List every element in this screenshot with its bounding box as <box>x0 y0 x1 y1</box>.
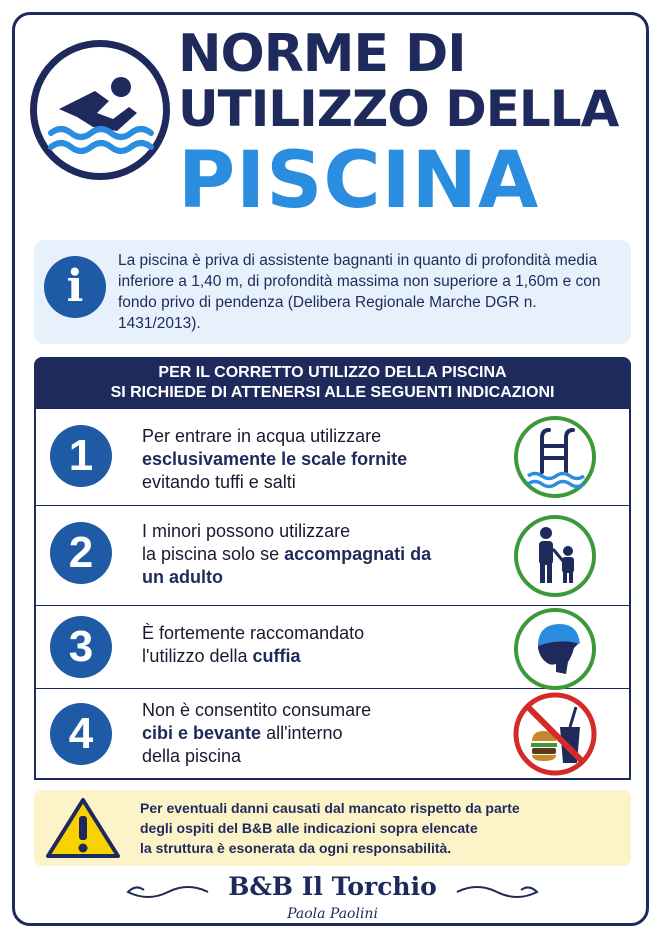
warning-icon <box>44 796 122 860</box>
rule-number: 2 <box>50 522 112 584</box>
title-line-1: NORME DI <box>178 24 466 84</box>
rule-text <box>142 520 442 589</box>
rule-number: 1 <box>50 425 112 487</box>
footer-name: B&B Il Torchio <box>228 872 437 901</box>
swimmer-logo <box>30 40 170 180</box>
rule-text-highlight: cuffia <box>252 646 301 666</box>
rules-header-line-1: PER IL CORRETTO UTILIZZO DELLA PISCINA <box>158 364 507 381</box>
info-text: La piscina è priva di assistente bagnanti in quanto di profondità media inferiore a 1,40 m, di profondità massima non superiore a 1,60m e con fondo privo di pendenza (Delibera Regionale Marche DGR n. 1431/2013). <box>118 252 601 332</box>
rule-number: 4 <box>50 703 112 765</box>
rules-header <box>34 357 631 409</box>
swim-cap-icon <box>512 606 598 692</box>
rules-header-line-2: SI RICHIEDE DI ATTENERSI ALLE SEGUENTI INDICAZIONI <box>110 384 555 401</box>
rule-number: 3 <box>50 616 112 678</box>
warning-line: degli ospiti del B&B alle indicazioni sopra elencate <box>140 820 478 836</box>
rule-text-highlight: cibi e bevante <box>142 723 262 743</box>
rule-text <box>142 699 442 768</box>
info-icon: i <box>44 256 106 318</box>
rules-list <box>34 409 631 780</box>
warning-line: la struttura è esonerata da ogni responsabilità. <box>140 840 452 856</box>
rule-text-line: Non è consentito consumare <box>142 700 372 720</box>
adult-child-icon <box>512 513 598 599</box>
no-food-drink-icon <box>512 691 598 777</box>
warning-line: Per eventuali danni causati dal mancato rispetto da parte <box>140 800 520 816</box>
swimmer-icon <box>37 47 163 173</box>
footer-owner: Paola Paolini <box>287 906 378 922</box>
info-box <box>34 240 631 344</box>
rule-text <box>142 622 442 668</box>
title-line-3: PISCINA <box>178 136 540 226</box>
rule-row <box>36 409 629 506</box>
rule-text-line: all'interno <box>266 723 343 743</box>
rule-text-line: evitando tuffi e salti <box>142 472 296 492</box>
rule-text <box>142 425 442 494</box>
rule-text-highlight: esclusivamente le scale fornite <box>142 449 408 469</box>
warning-text <box>140 798 620 858</box>
title-line-2: UTILIZZO DELLA <box>178 80 619 138</box>
rule-text-line: la piscina solo se <box>142 544 280 564</box>
rule-text-highlight: accompagnati da un adulto <box>142 544 432 587</box>
rule-text-line: Per entrare in acqua utilizzare <box>142 426 382 446</box>
pool-ladder-icon <box>512 414 598 500</box>
rule-row <box>36 689 629 780</box>
rule-row <box>36 506 629 606</box>
rule-text-line: della piscina <box>142 746 242 766</box>
rule-text-line: I minori possono utilizzare <box>142 521 351 541</box>
rule-text-line: l'utilizzo della <box>142 646 248 666</box>
rule-text-line: È fortemente raccomandato <box>142 623 365 643</box>
warning-box <box>34 790 631 866</box>
rule-row <box>36 606 629 689</box>
